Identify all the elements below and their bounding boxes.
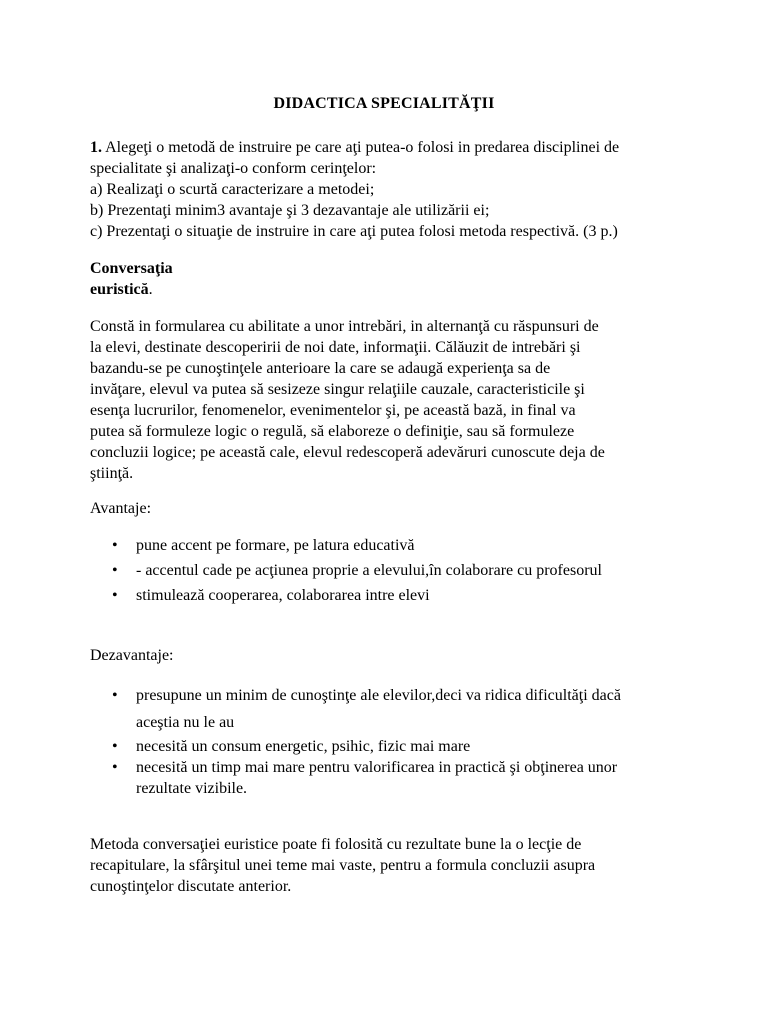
document-title: DIDACTICA SPECIALITĂŢII [273,95,495,112]
list-item [90,757,700,799]
question-text: Alegeţi o metodă de instruire pe care aţi putea-o folosi in predarea disciplinei de [102,139,620,156]
method-description [90,316,690,484]
disadvantages-list [90,682,700,799]
question-line: c) Prezentaţi o situaţie de instruire in care aţi putea folosi metoda respectivă. (3 p.) [90,223,618,240]
description-line: esenţa lucrurilor, fenomenelor, evenimentelor şi, pe această bază, in final va [90,402,576,419]
list-item: • pune accent pe formare, pe latura educativă [90,535,700,556]
list-item-line: • necesită un consum energetic, psihic, fizic mai mare [136,738,471,755]
question-number: 1. [90,139,102,156]
question-line: b) Prezentaţi minim3 avantaje şi 3 dezavantaje ale utilizării ei; [90,202,490,219]
list-item: • - accentul cade pe acţiunea proprie a elevului,în colaborare cu profesorul [90,560,700,581]
list-item-line: • necesită un timp mai mare pentru valorificarea in practică şi obţinerea unor [136,759,618,776]
list-item [90,682,700,736]
conclusion-line: Metoda conversaţiei euristice poate fi folosită cu rezultate bune la o lecţie de [90,836,582,853]
list-item [90,736,700,757]
question-line [90,137,690,158]
description-line: Constă in formularea cu abilitate a unor intrebări, in alternanţă cu răspunsuri de [90,318,599,335]
description-line: invăţare, elevul va putea să sesizeze singur relaţiile cauzale, caracteristicile şi [90,381,585,398]
question-block [90,137,690,242]
list-item-line: aceştia nu le au [136,714,235,731]
list-item-line: • presupune un minim de cunoştinţe ale elevilor,deci va ridica dificultăţi dacă [136,687,621,704]
question-line: a) Realizaţi o scurtă caracterizare a metodei; [90,181,375,198]
description-line: la elevi, destinate descoperirii de noi date, informaţii. Călăuzit de intrebări şi [90,339,581,356]
conclusion-paragraph [90,834,690,897]
method-heading-line2: euristică. [90,281,153,298]
method-heading [90,258,690,300]
disadvantages-label: Dezavantaje: [90,647,174,664]
advantages-label: Avantaje: [90,500,152,517]
advantages-list [90,535,700,610]
conclusion-line: recapitulare, la sfârşitul unei teme mai vaste, pentru a formula concluzii asupra [90,857,596,874]
question-line: specialitate şi analizaţi-o conform cerinţelor: [90,160,377,177]
description-line: putea să formuleze logic o regulă, să elaboreze o definiţie, sau să formuleze [90,423,575,440]
conclusion-line: cunoştinţelor discutate anterior. [90,878,292,895]
list-item: • stimulează cooperarea, colaborarea intre elevi [90,585,700,606]
description-line: concluzii logice; pe această cale, elevul redescoperă adevăruri cunoscute deja de [90,444,605,461]
description-line: ştiinţă. [90,465,134,482]
list-item-line: rezultate vizibile. [136,780,248,797]
description-line: bazandu-se pe cunoştinţele anterioare la care se adaugă experienţa sa de [90,360,551,377]
method-heading-line1: Conversaţia [90,260,173,277]
